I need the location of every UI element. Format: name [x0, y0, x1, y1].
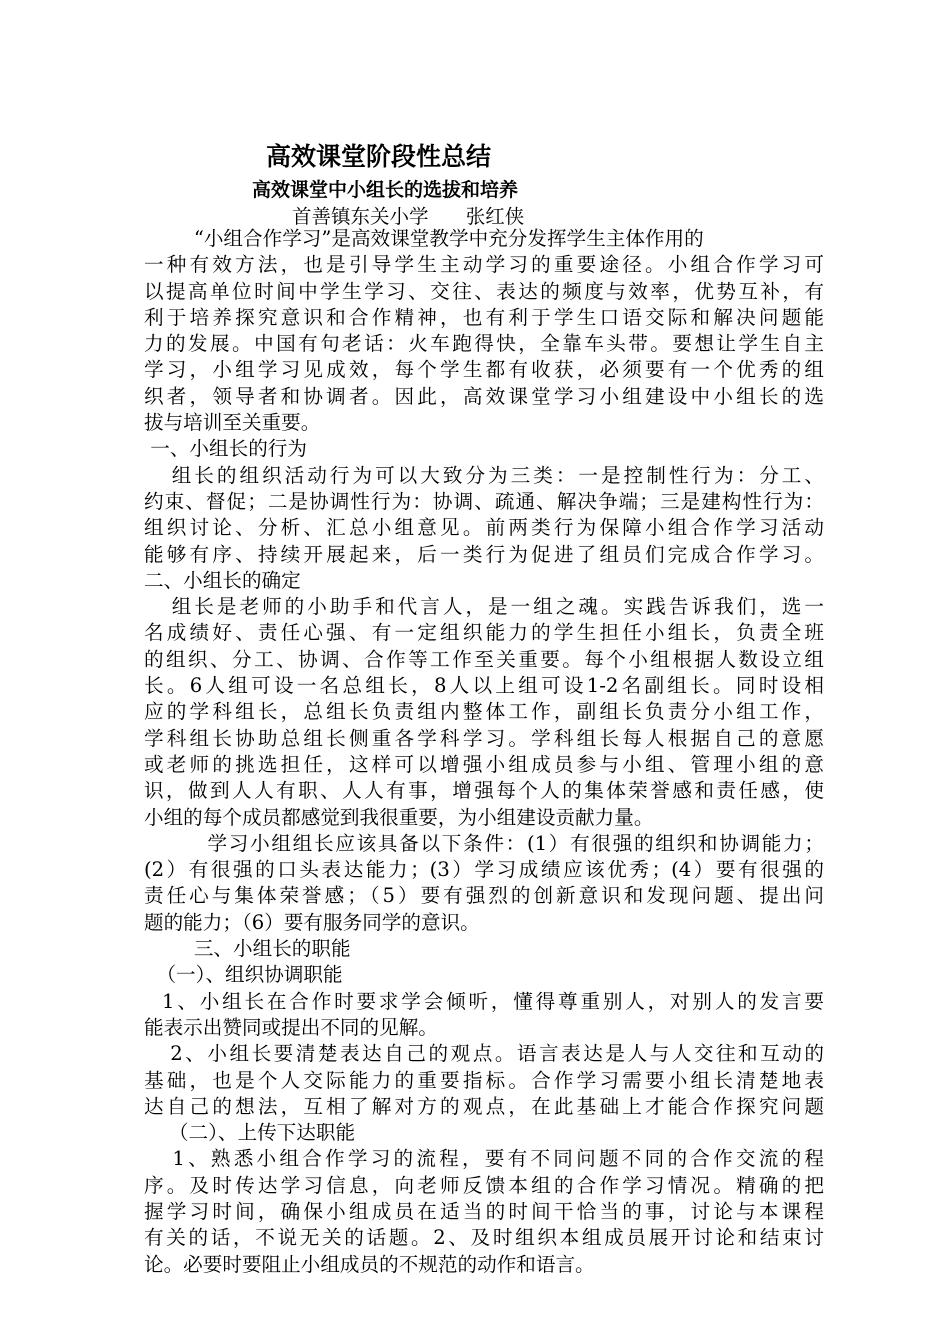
- body-line: “小组合作学习”是高效课堂教学中充分发挥学生主体作用的: [144, 227, 704, 250]
- body-line: 题的能力；（6）要有服务同学的意识。: [144, 910, 480, 934]
- body-line: 能够有序、持续开展起来，后一类行为促进了组员们完成合作学习。: [144, 542, 824, 566]
- body-line: 组长的组织活动行为可以大致分为三类：一是控制性行为：分工、: [144, 463, 824, 487]
- body-line: 利于培养探究意识和合作精神，也有利于学生口语交际和解决问题能: [144, 305, 824, 329]
- document-title: 高效课堂阶段性总结: [266, 142, 492, 171]
- body-line: 一种有效方法，也是引导学生主动学习的重要途径。小组合作学习可: [144, 253, 824, 277]
- body-line: 1、熟悉小组合作学习的流程，要有不同问题不同的合作交流的程: [144, 1147, 824, 1171]
- body-line: 三、小组长的职能: [144, 937, 351, 961]
- body-line: 2、小组长要清楚表达自己的观点。语言表达是人与人交往和互动的: [144, 1042, 824, 1066]
- body-line: 学习，小组学习见成效，每个学生都有收获，必须要有一个优秀的组: [144, 358, 824, 382]
- body-line: 小组的每个成员都感觉到我很重要，为小组建设贡献力量。: [144, 805, 654, 829]
- author-line: 首善镇东关小学 张红侠: [292, 205, 525, 228]
- body-line: 应的学科组长，总组长负责组内整体工作，副组长负责分小组工作，: [144, 700, 824, 724]
- body-line: 序。及时传达学习信息，向老师反馈本组的合作学习情况。精确的把: [144, 1173, 824, 1197]
- body-line: 二、小组长的确定: [144, 568, 301, 592]
- body-line: 织者，领导者和协调者。因此，高效课堂学习小组建设中小组长的选: [144, 384, 824, 408]
- body-line: 名成绩好、责任心强、有一定组织能力的学生担任小组长，负责全班: [144, 621, 824, 645]
- body-line: 的组织、分工、协调、合作等工作至关重要。每个小组根据人数设立组: [144, 647, 824, 671]
- body-line: 力的发展。中国有句老话：火车跑得快，全靠车头带。要想让学生自主: [144, 332, 824, 356]
- body-line: 约束、督促；二是协调性行为：协调、疏通、解决争端；三是建构性行为：: [144, 489, 824, 513]
- body-line: 学科组长协助总组长侧重各学科学习。学科组长每人根据自己的意愿: [144, 726, 824, 750]
- body-line: 能表示出赞同或提出不同的见解。: [144, 1015, 438, 1039]
- body-line: (2）有很强的口头表达能力；(3）学习成绩应该优秀；(4）要有很强的: [144, 858, 824, 882]
- body-line: 有关的话，不说无关的话题。2、及时组织本组成员展开讨论和结束讨: [144, 1226, 824, 1250]
- body-line: 长。6人组可设一名总组长，8人以上组可设1-2名副组长。同时设相: [144, 674, 824, 698]
- body-line: 识，做到人人有职、人人有事，增强每个人的集体荣誉感和责任感，使: [144, 779, 824, 803]
- body-text: [144, 226, 824, 1278]
- document-subtitle: 高效课堂中小组长的选拔和培养: [252, 179, 519, 201]
- body-line: 1、小组长在合作时要求学会倾听，懂得尊重别人，对别人的发言要: [144, 989, 824, 1013]
- body-line: 以提高单位时间中学生学习、交往、表达的频度与效率，优势互补，有: [144, 279, 824, 303]
- body-line: 学习小组组长应该具备以下条件：(1）有很强的组织和协调能力；: [144, 831, 824, 855]
- body-line: 拔与培训至关重要。: [144, 411, 321, 435]
- body-line: （二）、上传下达职能: [144, 1121, 356, 1145]
- body-line: 一、小组长的行为: [144, 437, 307, 461]
- body-line: 握学习时间，确保小组成员在适当的时间干恰当的事，讨论与本课程: [144, 1199, 824, 1223]
- body-line: 或老师的挑选担任，这样可以增强小组成员参与小组、管理小组的意: [144, 752, 824, 776]
- body-line: 组织讨论、分析、汇总小组意见。前两类行为保障小组合作学习活动: [144, 516, 824, 540]
- body-line: （一）、组织协调职能: [144, 963, 343, 987]
- body-line: 论。必要时要阻止小组成员的不规范的动作和语言。: [144, 1252, 595, 1276]
- body-line: 责任心与集体荣誉感；（5）要有强烈的创新意识和发现问题、提出问: [144, 884, 824, 908]
- body-line: 达自己的想法，互相了解对方的观点，在此基础上才能合作探究问题: [144, 1094, 824, 1118]
- body-line: 基础，也是个人交际能力的重要指标。合作学习需要小组长清楚地表: [144, 1068, 824, 1092]
- body-line: 组长是老师的小助手和代言人，是一组之魂。实践告诉我们，选一: [144, 595, 824, 619]
